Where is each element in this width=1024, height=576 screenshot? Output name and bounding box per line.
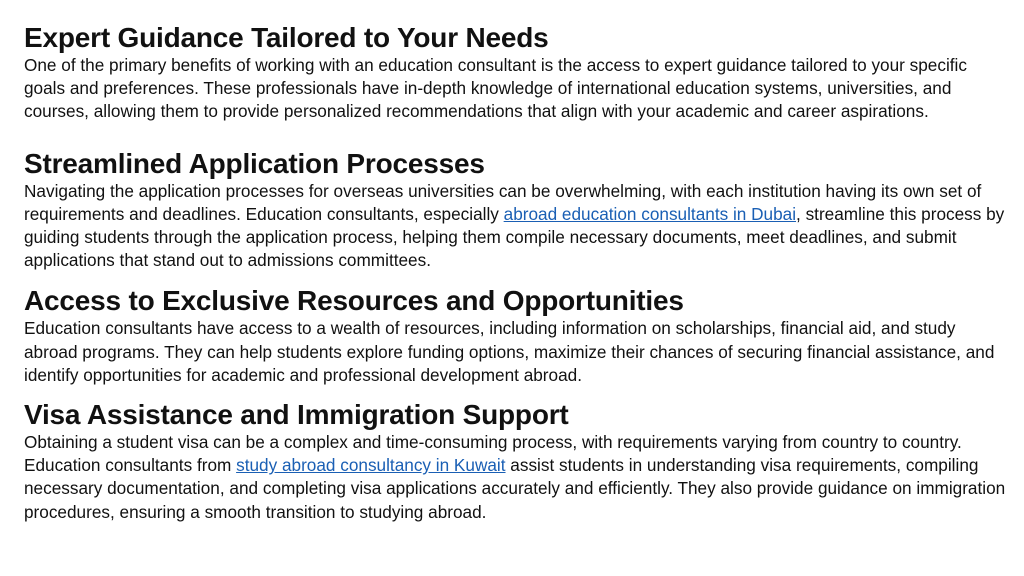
body-text-after-link: , streamline this process by guiding students through the application process, helping them compile necessary documents, meet deadlines, and submit applications that stand out to admissions committees. [24, 203, 1005, 271]
section-exclusive-resources [24, 285, 1008, 387]
body-text-before-link: Navigating the application processes for overseas universities can be overwhelming, with each institution having its own set of requirements and deadlines. Education consultants, especially [24, 180, 982, 224]
section-body [24, 180, 1008, 273]
body-text-after-link: assist students in understanding visa requirements, compiling necessary documentation, and completing visa applications accurately and efficiently. They also provide guidance on immigration procedures, ensuring a smooth transition to studying abroad. [24, 455, 1006, 522]
section-heading: Visa Assistance and Immigration Support [24, 399, 569, 431]
section-body: Education consultants have access to a wealth of resources, including information on scholarships, financial aid, and study abroad programs. They can help students explore funding options, maximize their chances of securing financial assistance, and identify opportunities for academic and professional development abroad. [24, 318, 995, 385]
dubai-consultants-link[interactable]: abroad education consultants in Dubai [503, 203, 797, 224]
section-body [24, 431, 1008, 524]
section-expert-guidance [24, 22, 1008, 124]
kuwait-consultancy-link[interactable]: study abroad consultancy in Kuwait [236, 455, 506, 476]
section-visa-assistance [24, 399, 1008, 524]
document-page [24, 22, 1008, 524]
section-streamlined-application [24, 148, 1008, 273]
section-heading: Streamlined Application Processes [24, 147, 485, 179]
section-body: One of the primary benefits of working with an education consultant is the access to expert guidance tailored to your specific goals and preferences. These professionals have in-depth knowledge of international education systems, universities, and courses, allowing them to provide personalized recommendations that align with your academic and career aspirations. [24, 55, 967, 122]
body-text-before-link: Obtaining a student visa can be a complex and time-consuming process, with requirements varying from country to country. Education consultants from [24, 432, 962, 476]
section-heading: Access to Exclusive Resources and Opportunities [24, 285, 684, 317]
section-heading: Expert Guidance Tailored to Your Needs [24, 22, 549, 53]
